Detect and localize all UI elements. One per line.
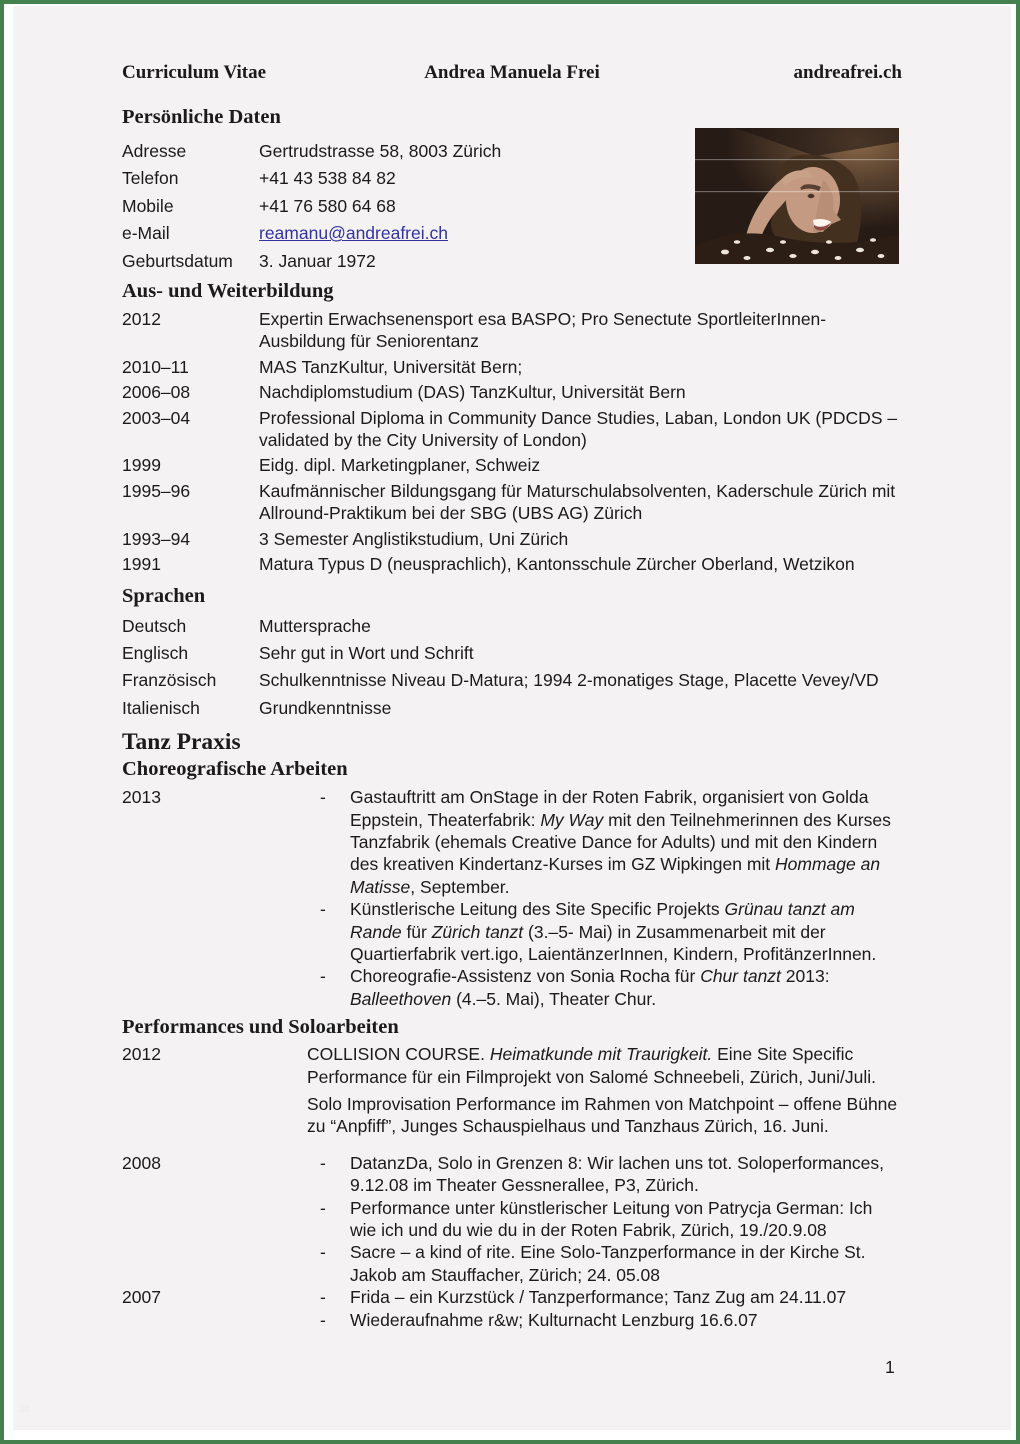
personal-row — [122, 250, 902, 272]
bullet-item — [320, 1197, 902, 1242]
education-row — [122, 480, 902, 525]
field-label: Geburtsdatum — [122, 250, 233, 271]
practice-heading: Tanz Praxis — [122, 729, 241, 756]
bullet-text: Frida – ein Kurzstück / Tanzperformance; Tanz Zug am 24.11.07 — [350, 1287, 847, 1308]
bullet-dash: - — [320, 1242, 326, 1263]
performances-subheading: Performances und Soloarbeiten — [122, 1016, 399, 1039]
performance-paragraphs — [307, 1043, 902, 1143]
education-row — [122, 528, 902, 550]
header — [122, 62, 902, 84]
languages-heading: Sprachen — [122, 584, 206, 607]
language-label: Englisch — [122, 642, 189, 663]
bullet-text: Sacre – a kind of rite. Eine Solo-Tanzperformance in der Kirche St. Jakob am Stauffacher, Zürich; 24. 05.08 — [350, 1242, 866, 1285]
education-row — [122, 356, 902, 378]
content-column — [122, 6, 902, 1331]
performance-text: Solo Improvisation Performance im Rahmen von Matchpoint – offene Bühne zu “Anpfiff”, Junges Schauspielhaus und Tanzhaus Zürich, 16. Juni. — [307, 1094, 898, 1137]
year-label: 2012 — [122, 1044, 161, 1065]
field-value: +41 76 580 64 68 — [259, 195, 396, 216]
bullet-dash: - — [320, 1152, 326, 1173]
language-row — [122, 669, 902, 691]
bullet-dash: - — [320, 1287, 326, 1308]
year-label: 2012 — [122, 309, 161, 330]
performance-bullets — [320, 1286, 902, 1331]
education-row — [122, 407, 902, 452]
choreo-subheading: Choreografische Arbeiten — [122, 758, 348, 781]
year-label: 2006–08 — [122, 382, 191, 403]
education-heading: Aus- und Weiterbildung — [122, 280, 334, 303]
education-row — [122, 381, 902, 403]
bullet-text: Gastauftritt am OnStage in der Roten Fabrik, organisiert von Golda Eppstein, Theaterfabrik: My Way mit den Teilnehmerinnen des Kurses Tanzfabrik (ehemals Creative Dance for Adults) und mit den Kindern des kreativen Kindertanz-Kurses im GZ Wipkingen mit Hommage an Matisse, September. — [350, 787, 891, 897]
year-label: 1995–96 — [122, 480, 191, 501]
bullet-dash: - — [320, 1309, 326, 1330]
personal-row — [122, 167, 902, 189]
bullet-dash: - — [320, 966, 326, 987]
person-name: Andrea Manuela Frei — [424, 62, 600, 83]
language-label: Französisch — [122, 670, 217, 691]
language-row — [122, 615, 902, 637]
field-label: Mobile — [122, 195, 174, 216]
bullet-text: DatanzDa, Solo in Grenzen 8: Wir lachen uns tot. Soloperformances, 9.12.08 im Theater Gessnerallee, P3, Zürich. — [350, 1152, 885, 1196]
performance-entry — [122, 1286, 902, 1331]
bullet-text: Performance unter künstlerischer Leitung von Patrycja German: Ich wie ich und du wie du in der Roten Fabrik, Zürich, 19./20.9.08 — [350, 1197, 873, 1241]
language-label: Deutsch — [122, 615, 187, 636]
year-label: 1999 — [122, 455, 161, 476]
year-label: 2010–11 — [122, 356, 189, 377]
field-label: e-Mail — [122, 223, 170, 244]
field-label: Telefon — [122, 168, 179, 189]
bullet-item — [320, 1309, 902, 1331]
language-level: Grundkenntnisse — [259, 697, 392, 718]
language-row — [122, 642, 902, 664]
doc-title: Curriculum Vitae — [122, 62, 267, 83]
field-value: +41 43 538 84 82 — [259, 168, 396, 189]
choreo-bullets — [320, 786, 902, 1010]
education-text: Expertin Erwachsenensport esa BASPO; Pro Senectute SportleiterInnen-Ausbildung für Seniorentanz — [259, 309, 827, 352]
bullet-text: Künstlerische Leitung des Site Specific Projekts Grünau tanzt am Rande für Zürich tanzt (3.–5- Mai) in Zusammenarbeit mit der Quartierfabrik vert.igo, LaientänzerInnen, Kindern, ProfitänzerInnen. — [350, 899, 877, 964]
corner-watermark: 20 — [20, 1404, 31, 1414]
bullet-item — [320, 1241, 902, 1286]
bullet-dash: - — [320, 1197, 326, 1218]
email-link[interactable]: reamanu@andreafrei.ch — [259, 223, 448, 244]
year-label: 1993–94 — [122, 528, 191, 549]
education-row — [122, 454, 902, 476]
field-label: Adresse — [122, 141, 187, 161]
year-label: 2003–04 — [122, 407, 191, 428]
website: andreafrei.ch — [793, 62, 902, 83]
education-row — [122, 553, 902, 575]
performance-entry — [122, 1152, 902, 1286]
education-text: Eidg. dipl. Marketingplaner, Schweiz — [259, 455, 541, 476]
language-row — [122, 697, 902, 719]
language-level: Muttersprache — [259, 615, 371, 636]
personal-row — [122, 140, 902, 162]
choreo-entry — [122, 786, 902, 1010]
language-label: Italienisch — [122, 697, 200, 718]
year-label: 2007 — [122, 1287, 161, 1308]
field-value: Gertrudstrasse 58, 8003 Zürich — [259, 141, 502, 161]
year-label: 2013 — [122, 787, 161, 808]
bullet-item — [320, 965, 902, 1010]
performance-text: COLLISION COURSE. Heimatkunde mit Traurigkeit. Eine Site Specific Performance für ein Filmprojekt von Salomé Schneebeli, Zürich, Juni/Juli. — [307, 1044, 876, 1087]
education-text: Nachdiplomstudium (DAS) TanzKultur, Universität Bern — [259, 382, 686, 403]
education-text: Professional Diploma in Community Dance Studies, Laban, London UK (PDCDS – validated by the City University of London) — [259, 407, 898, 451]
personal-heading: Persönliche Daten — [122, 106, 281, 128]
performance-entry — [122, 1043, 902, 1143]
personal-row — [122, 222, 902, 244]
year-label: 1991 — [122, 554, 161, 575]
field-value: 3. Januar 1972 — [259, 250, 376, 271]
bullet-text: Wiederaufnahme r&w; Kulturnacht Lenzburg 16.6.07 — [350, 1309, 758, 1330]
cv-page — [13, 6, 1011, 1430]
bullet-item — [320, 1286, 902, 1308]
bullet-item — [320, 786, 902, 898]
personal-row — [122, 195, 902, 217]
education-text: 3 Semester Anglistikstudium, Uni Zürich — [259, 528, 569, 549]
year-label: 2008 — [122, 1152, 161, 1173]
bullet-dash: - — [320, 899, 326, 920]
bullet-text: Choreografie-Assistenz von Sonia Rocha für Chur tanzt 2013: Balleethoven (4.–5. Mai), Theater Chur. — [350, 966, 830, 1009]
bullet-item — [320, 898, 902, 965]
education-text: MAS TanzKultur, Universität Bern; — [259, 356, 523, 377]
bullet-dash: - — [320, 787, 326, 808]
performance-bullets — [320, 1152, 902, 1286]
language-level: Schulkenntnisse Niveau D-Matura; 1994 2-monatiges Stage, Placette Vevey/VD — [259, 670, 879, 691]
language-level: Sehr gut in Wort und Schrift — [259, 642, 474, 663]
bullet-item — [320, 1152, 902, 1197]
page-number: 1 — [885, 1357, 895, 1377]
education-text: Kaufmännischer Bildungsgang für Maturschulabsolventen, Kaderschule Zürich mit Allround-Praktikum bei der SBG (UBS AG) Zürich — [259, 480, 896, 524]
education-text: Matura Typus D (neusprachlich), Kantonsschule Zürcher Oberland, Wetzikon — [259, 554, 855, 575]
education-row — [122, 308, 902, 353]
